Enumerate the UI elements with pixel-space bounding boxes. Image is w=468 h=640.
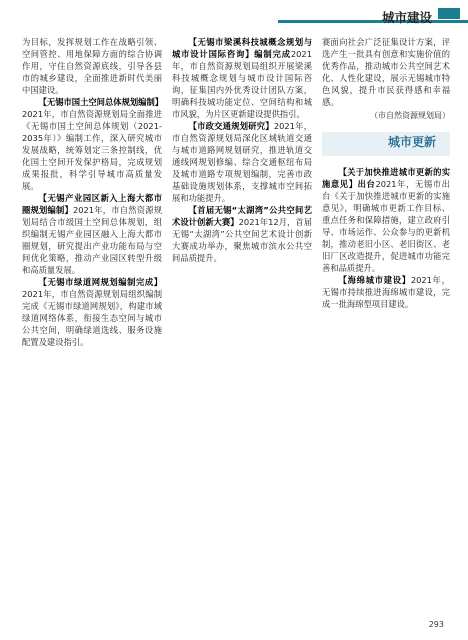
entry-body: 2021年，市自然资源规划局结合市级国土空间总体规划，组织编制无锡产业园区融入上海大都市圈规划，研究提出产业功能布局与空间优化策略，推动产业园区转型升级和高质量发展。	[22, 205, 162, 275]
entry-body: 2021年，无锡市持续推进海绵城市建设，完成一批海绵型项目建设。	[322, 275, 450, 309]
page-number: 293	[428, 620, 444, 629]
entry	[322, 274, 450, 310]
section-title: 城市建设	[381, 10, 432, 25]
source-note: （市自然资源规划局）	[370, 111, 450, 120]
section-banner	[322, 132, 450, 156]
entry-body: 2021年，无锡市出台《关于加快推进城市更新的实施意见》，明确城市更新工作目标、重点任务和保障措施，建立政府引导、市场运作、公众参与的更新机制，推动老旧小区、老旧街区、老旧厂区改造提升，促进城市功能完善和品质提升。	[322, 179, 450, 273]
entry-title: 【无锡市绿道网规划编制完成】	[38, 277, 162, 287]
entry-body: 2021年，市自然资源规划局组织开展梁溪科技城概念规划与城市设计国际咨询，征集国内外优秀设计团队方案，明确科技城功能定位、空间结构和城市风貌，为片区更新建设提供指引。	[172, 49, 312, 119]
entry-title: 【无锡产业园区新入上海大都市圈规划编制】	[22, 193, 162, 215]
entry-title: 【无锡市国土空间总体规划编制】	[38, 97, 164, 107]
entry-body: 2021年12月，首届无锡“太湖湾”公共空间艺术设计创新大赛成功举办，聚焦城市滨水公共空间品质提升。	[172, 217, 312, 263]
header-marker	[438, 8, 460, 19]
entry-body: 2021年，市自然资源规划局深化区域轨道交通与城市道路网规划研究，推进轨道交通线网规划修编、综合交通枢纽布局及城市道路专项规划编制，完善市政基础设施规划体系，支撑城市空间拓展和功能提升。	[172, 121, 312, 203]
entry-body: 2021年，市自然资源规划局全面推进《无锡市国土空间总体规划（2021-2035年）》编制工作，深入研究城市发展战略，统筹划定三条控制线，优化国土空间开发保护格局，完成规划成果报批，科学引导城市高质量发展。	[22, 109, 162, 191]
entry	[22, 96, 162, 192]
column-left	[22, 36, 162, 348]
entry	[22, 192, 162, 276]
column-right	[322, 36, 450, 310]
page-header	[0, 0, 468, 30]
section-banner-title: 城市更新	[387, 135, 436, 149]
paragraph: 赛面向社会广泛征集设计方案，评选产生一批具有创意和实施价值的优秀作品，推动城市公共空间艺术化、人性化建设，展示无锡城市特色风貌，提升市民获得感和幸福感。	[322, 37, 450, 107]
entry	[22, 276, 162, 348]
paragraph: 为目标，发挥规划工作在战略引领、空间管控、用地保障方面的综合协调作用，守住自然资源底线，引导各县市的城乡建设，全面推进新时代美丽中国建设。	[22, 37, 162, 95]
entry	[172, 204, 312, 264]
entry-title: 【关于加快推进城市更新的实施意见】出台	[322, 167, 450, 189]
entry-title: 【海绵城市建设】	[338, 275, 411, 285]
entry-title: 【无锡市梁溪科技城概念规划与城市设计国际咨询】编制完成	[172, 37, 312, 59]
entry-body: 2021年，市自然资源规划局组织编制完成《无锡市绿道网规划》，构建市域绿道网络体系，衔接生态空间与城市公共空间，明确绿道选线、服务设施配置及建设指引。	[22, 289, 162, 347]
column-middle	[172, 36, 312, 264]
entry	[172, 36, 312, 120]
entry	[322, 166, 450, 274]
header-rule	[278, 20, 468, 23]
entry	[172, 120, 312, 204]
entry-title: 【市政交通规划研究】	[188, 121, 274, 131]
entry-title: 【首届无锡“太湖湾”公共空间艺术设计创新大赛】	[172, 205, 312, 227]
